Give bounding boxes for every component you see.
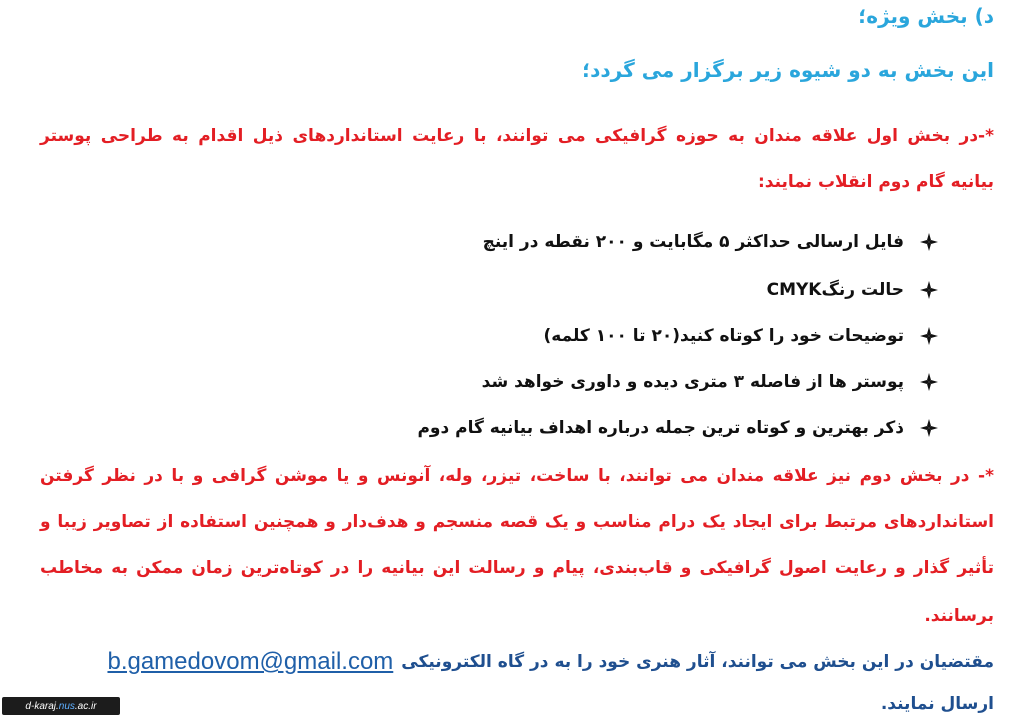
submission-line2: ارسال نمایند. — [880, 694, 994, 714]
part1-line1: *-در بخش اول علاقه مندان به حوزه گرافیکی می توانند، با رعایت استانداردهای ذیل اقدام به طراحی پوستر — [40, 126, 994, 146]
diamond-bullet-icon — [920, 233, 938, 251]
email-link[interactable]: b.gamedovom@gmail.com — [107, 648, 394, 675]
bullet-item-4 — [60, 372, 938, 392]
diamond-bullet-icon — [920, 281, 938, 299]
intro-line: این بخش به دو شیوه زیر برگزار می گردد؛ — [582, 58, 994, 82]
submission-text: مقتضیان در این بخش می توانند، آثار هنری خود را به در گاه الکترونیکی — [401, 652, 994, 672]
diamond-bullet-icon — [920, 419, 938, 437]
diamond-bullet-icon — [920, 327, 938, 345]
bullet-text: ذکر بهترین و کوتاه ترین جمله درباره اهداف بیانیه گام دوم — [417, 418, 904, 438]
bullet-text: پوستر ها از فاصله ۳ متری دیده و داوری خواهد شد — [481, 372, 904, 392]
watermark-prefix: d-karaj. — [25, 700, 59, 712]
bullet-item-3 — [60, 326, 938, 346]
site-watermark — [2, 697, 120, 715]
part2-line2: استانداردهای مرتبط برای ایجاد یک درام مناسب و یک قصه منسجم و هدف‌دار و همچنین استفاده از تصاویر زیبا و — [40, 512, 994, 532]
bullet-text: فایل ارسالی حداکثر ۵ مگابایت و ۲۰۰ نقطه در اینچ — [482, 232, 904, 252]
part2-line4: برسانند. — [924, 606, 994, 626]
bullet-item-5 — [60, 418, 938, 438]
bullet-item-1 — [60, 232, 938, 252]
part2-line1: *- در بخش دوم نیز علاقه مندان می توانند، با ساخت، تیزر، وله، آنونس و یا موشن گرافی و با در نظر گرفتن — [40, 466, 994, 486]
bullet-item-2 — [60, 280, 938, 300]
diamond-bullet-icon — [920, 373, 938, 391]
watermark-suffix: .ac.ir — [74, 700, 97, 712]
part1-line2: بیانیه گام دوم انقلاب نمایند: — [757, 172, 994, 192]
bullet-text: حالت رنگCMYK — [766, 280, 904, 300]
bullet-text: توضیحات خود را کوتاه کنید(۲۰ تا ۱۰۰ کلمه) — [543, 326, 904, 346]
section-title: د) بخش ویژه؛ — [858, 4, 994, 28]
part2-line3: تأثیر گذار و رعایت اصول گرافیکی و قاب‌بندی، پیام و رسالت این بیانیه را در کوتاه‌ترین زمان ممکن به مخاطب — [40, 558, 994, 578]
watermark-accent: nus — [58, 700, 75, 712]
submission-line — [40, 648, 994, 676]
